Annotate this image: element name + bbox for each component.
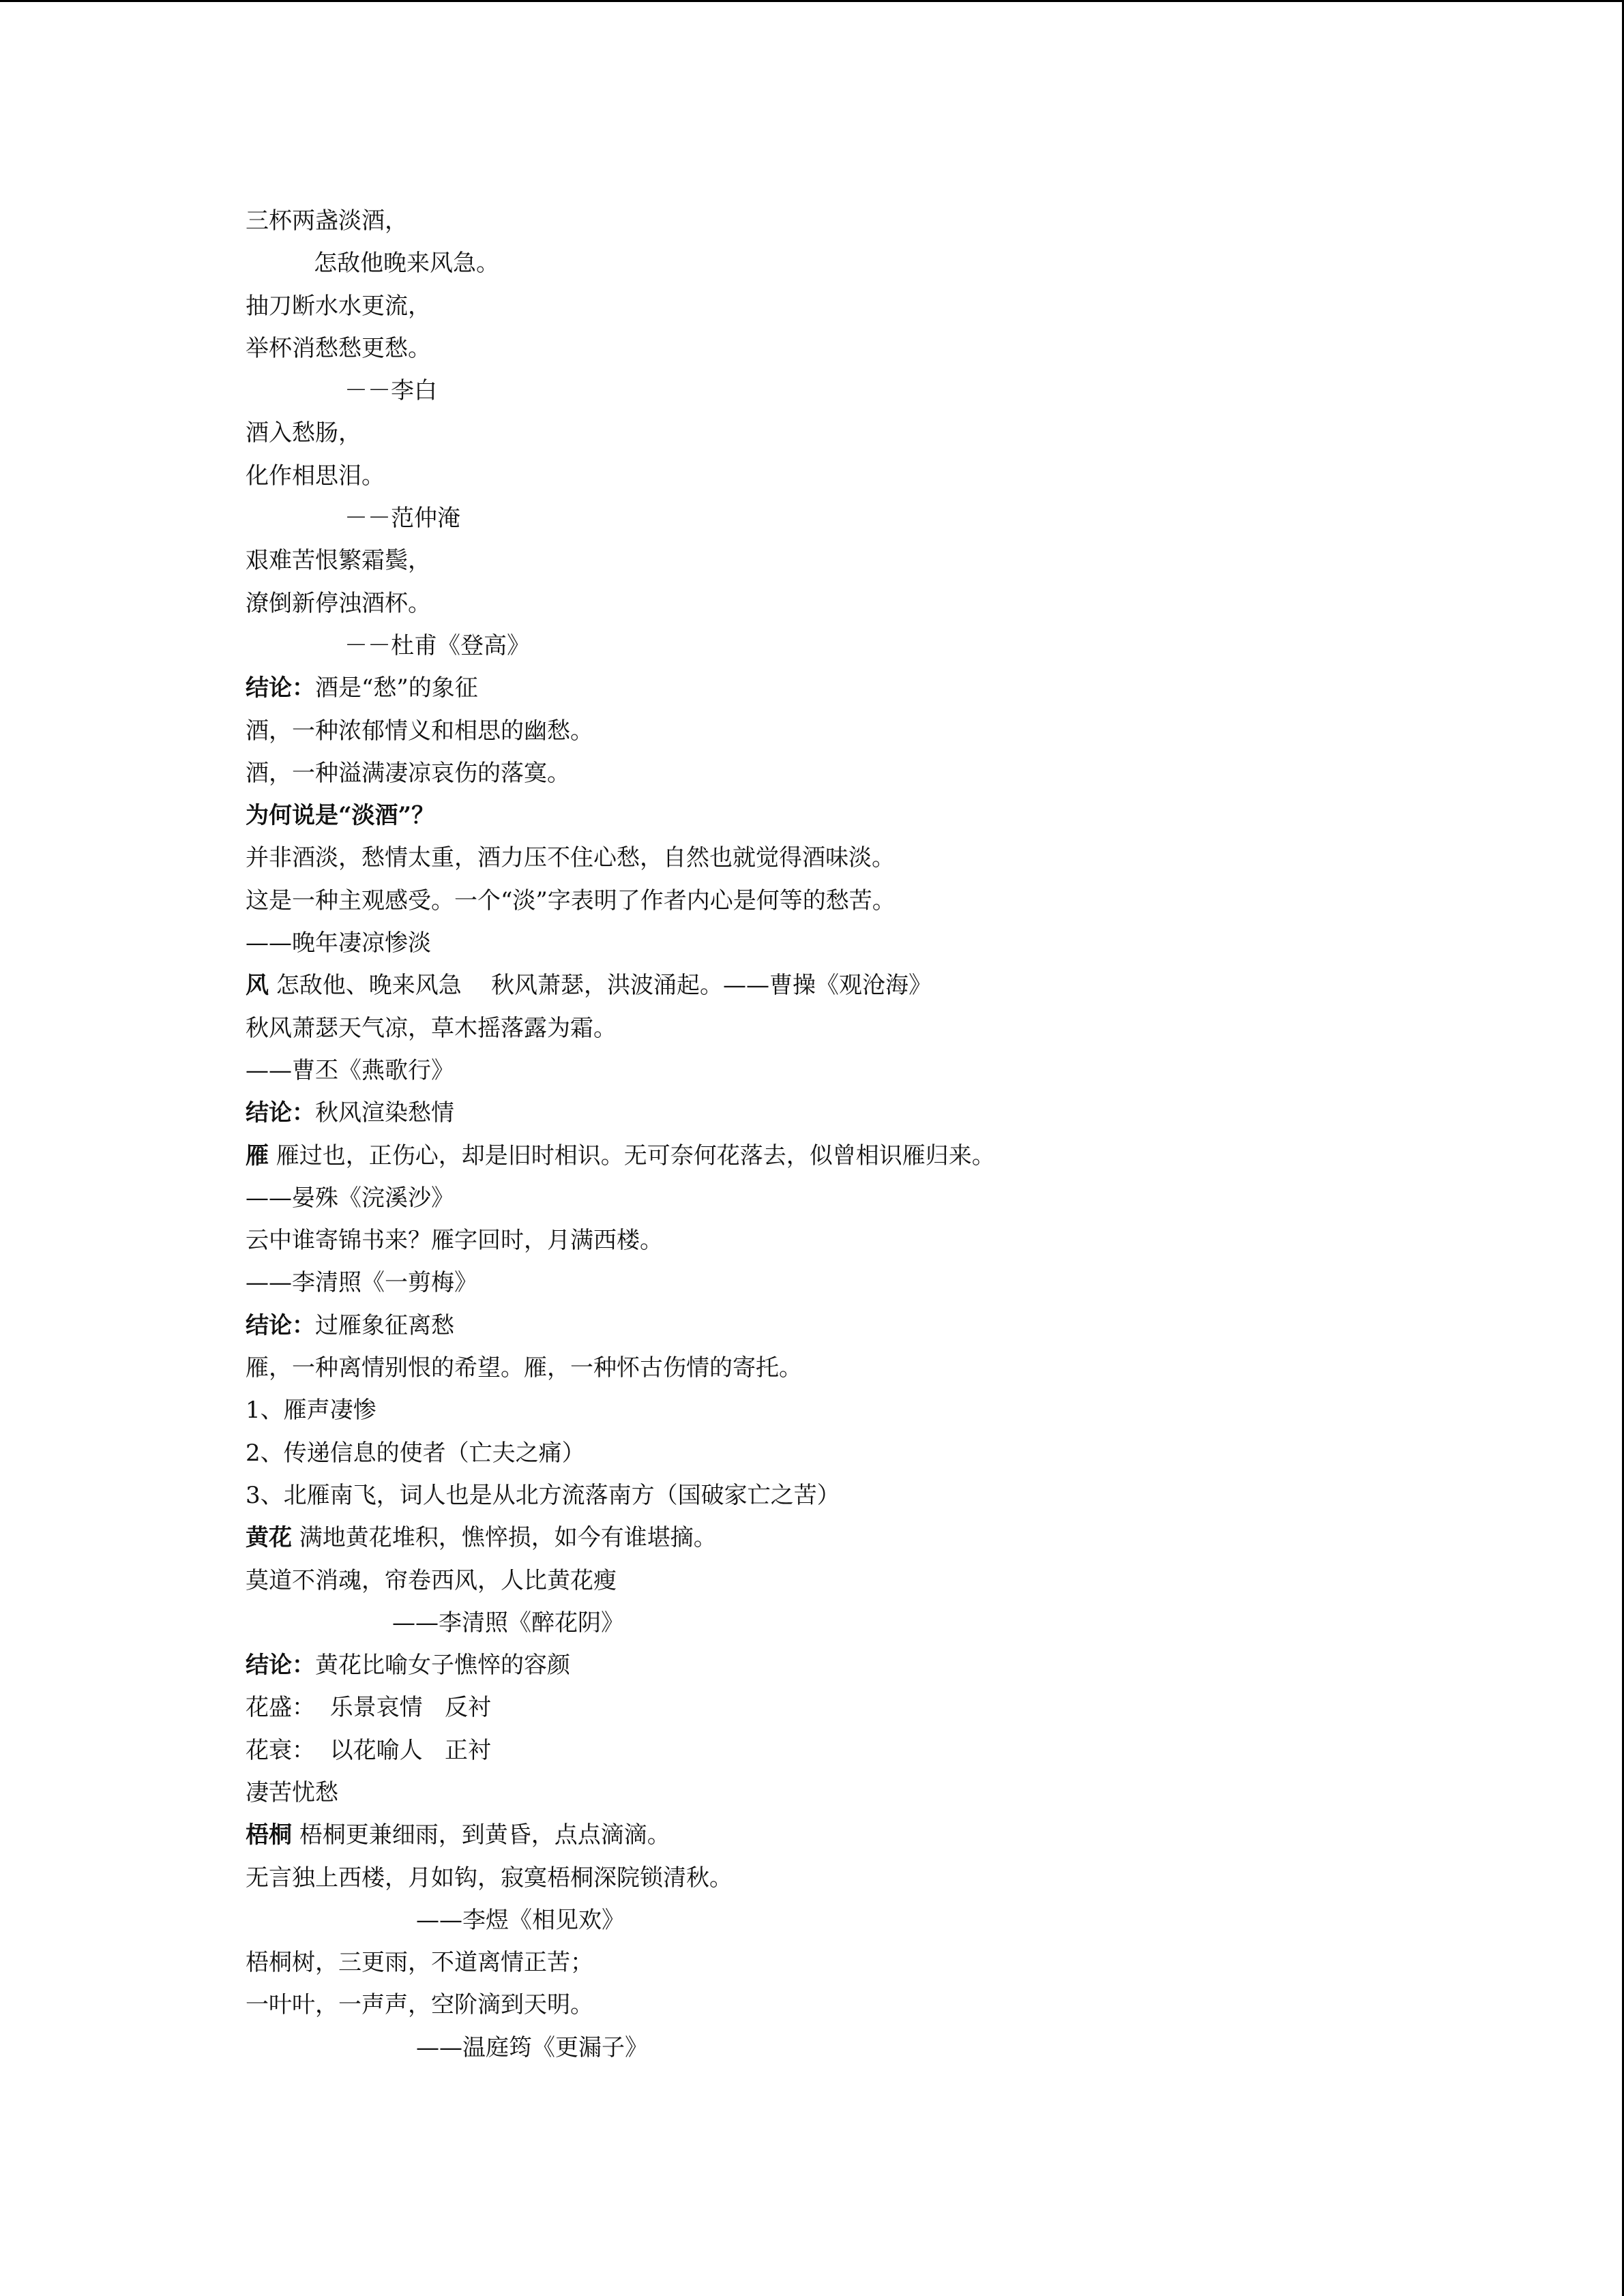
- text-line: 花盛： 乐景哀情 反衬: [246, 1694, 492, 1722]
- poem-attribution: ——李清照《醉花阴》: [392, 1609, 624, 1637]
- poem-attribution: －－范仲淹: [344, 505, 460, 533]
- imagery-line-parasol-tree: [246, 1814, 1473, 1856]
- conclusion-text: 黄花比喻女子憔悴的容颜: [315, 1652, 570, 1680]
- imagery-label: 梧桐: [246, 1821, 292, 1849]
- poem-line: 秋风萧瑟天气凉，草木摇落露为霜。: [246, 1014, 617, 1042]
- poem-line: 无言独上西楼，月如钩，寂寞梧桐深院锁清秋。: [246, 1864, 733, 1892]
- imagery-label: 黄花: [246, 1524, 292, 1552]
- conclusion-line: [246, 1644, 1473, 1686]
- poem-attribution: ——李清照《一剪梅》: [246, 1269, 477, 1297]
- conclusion-text: 秋风渲染愁情: [315, 1099, 454, 1127]
- conclusion-line: [246, 1092, 1473, 1134]
- text-line: 雁，一种离情别恨的希望。雁，一种怀古伤情的寄托。: [246, 1354, 802, 1382]
- poem-line: 举杯消愁愁更愁。: [246, 334, 431, 362]
- imagery-line-goose: [246, 1135, 1473, 1177]
- poem-line: 化作相思泪。: [246, 462, 385, 490]
- conclusion-line: [246, 667, 1473, 709]
- poem-attribution: －－李白: [344, 377, 437, 405]
- conclusion-label: 结论：: [246, 1099, 315, 1127]
- text-line: 凄苦忧愁: [246, 1778, 338, 1806]
- poem-attribution: ——李煜《相见欢》: [416, 1906, 625, 1934]
- poem-attribution: ——温庭筠《更漏子》: [416, 2033, 648, 2061]
- imagery-label: 风: [246, 972, 269, 1000]
- imagery-line-chrysanthemum: [246, 1517, 1473, 1559]
- imagery-text: 满地黄花堆积，憔悴损，如今有谁堪摘。: [292, 1524, 717, 1552]
- imagery-text: 梧桐更兼细雨，到黄昏，点点滴滴。: [292, 1821, 670, 1849]
- poem-line: 艰难苦恨繁霜鬓，: [246, 547, 431, 575]
- poem-line: 梧桐树，三更雨，不道离情正苦；: [246, 1949, 593, 1977]
- imagery-text: 雁过也，正伤心，却是旧时相识。无可奈何花落去，似曾相识雁归来。: [269, 1142, 995, 1169]
- poem-line: 一叶叶，一声声，空阶滴到天明。: [246, 1991, 593, 2019]
- imagery-text: 怎敌他、晚来风急 秋风萧瑟，洪波涌起。——曹操《观沧海》: [269, 972, 932, 1000]
- list-item: 2、传递信息的使者（亡夫之痛）: [246, 1439, 585, 1467]
- list-item: 1、雁声凄惨: [246, 1397, 377, 1425]
- poem-line: 怎敌他晚来风急。: [314, 250, 499, 278]
- text-line: ——晚年凄凉惨淡: [246, 929, 431, 957]
- poem-line: 抽刀断水水更流，: [246, 292, 431, 320]
- poem-line: 云中谁寄锦书来？雁字回时，月满西楼。: [246, 1227, 663, 1255]
- document-body: [246, 200, 1473, 2069]
- conclusion-label: 结论：: [246, 1311, 315, 1339]
- text-line: 酒，一种浓郁情义和相思的幽愁。: [246, 717, 593, 745]
- conclusion-text: 过雁象征离愁: [315, 1311, 454, 1339]
- poem-line: 酒入愁肠，: [246, 419, 361, 447]
- text-line: 并非酒淡，愁情太重，酒力压不住心愁，自然也就觉得酒味淡。: [246, 844, 895, 872]
- poem-line: 三杯两盏淡酒，: [246, 207, 408, 235]
- list-item: 3、北雁南飞，词人也是从北方流落南方（国破家亡之苦）: [246, 1481, 840, 1509]
- text-line: 酒，一种溢满凄凉哀伤的落寞。: [246, 759, 570, 787]
- conclusion-text: 酒是“愁”的象征: [315, 674, 478, 702]
- conclusion-label: 结论：: [246, 674, 315, 702]
- poem-attribution: ——晏殊《浣溪沙》: [246, 1184, 454, 1212]
- imagery-line-wind: [246, 964, 1473, 1007]
- conclusion-line: [246, 1304, 1473, 1347]
- poem-attribution: －－杜甫《登高》: [344, 631, 530, 659]
- poem-line: 潦倒新停浊酒杯。: [246, 589, 431, 617]
- conclusion-label: 结论：: [246, 1652, 315, 1680]
- poem-line: 莫道不消魂，帘卷西风，人比黄花瘦: [246, 1566, 617, 1594]
- imagery-label: 雁: [246, 1142, 269, 1169]
- text-line: 花衰： 以花喻人 正衬: [246, 1736, 492, 1764]
- section-heading: 为何说是“淡酒”？: [246, 802, 435, 830]
- poem-attribution: ——曹丕《燕歌行》: [246, 1056, 454, 1084]
- text-line: 这是一种主观感受。一个“淡”字表明了作者内心是何等的愁苦。: [246, 886, 896, 914]
